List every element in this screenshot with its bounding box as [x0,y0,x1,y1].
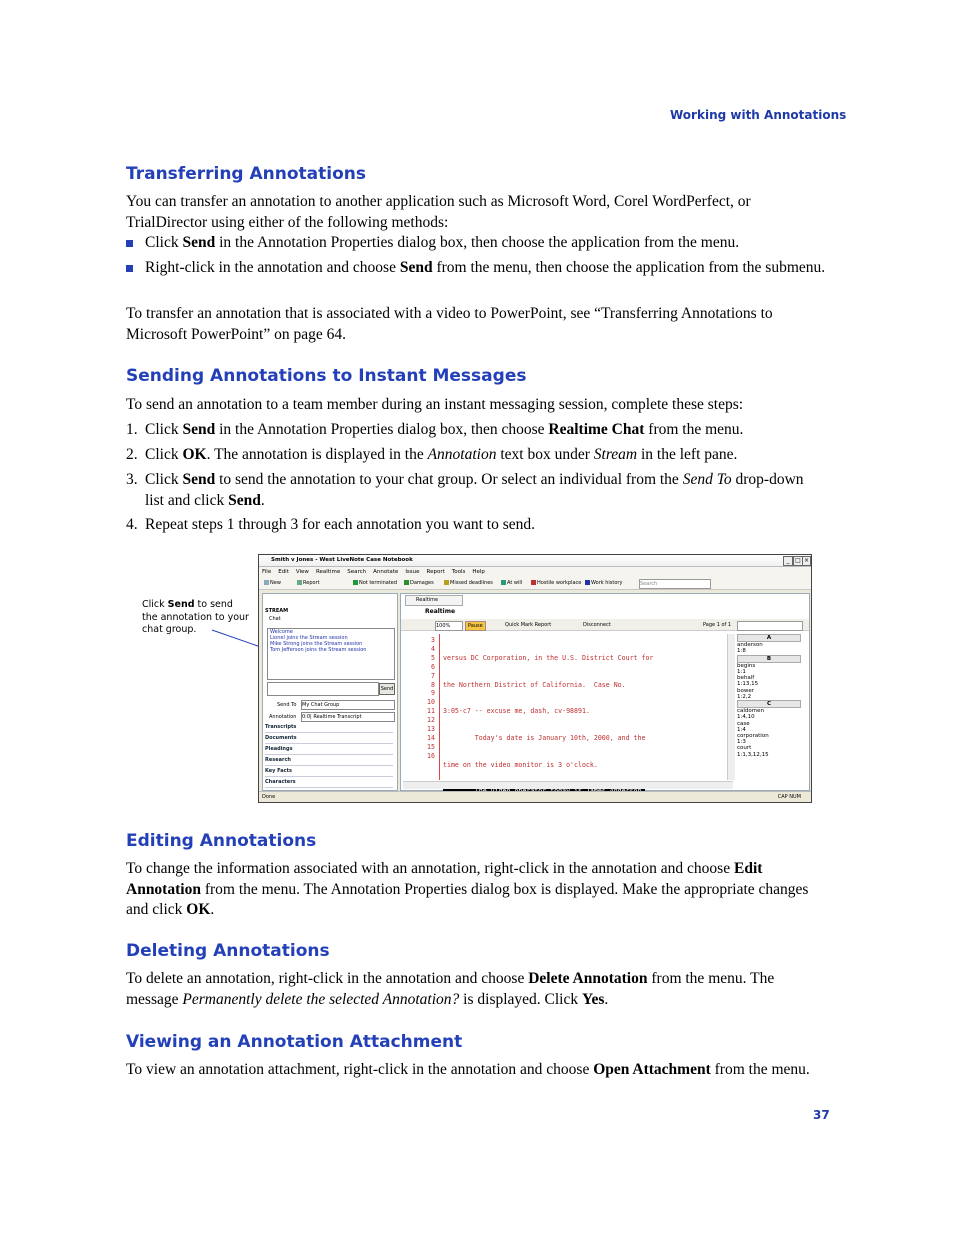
issue-hostile-workplace[interactable]: Hostile workplace [531,579,581,587]
send-to-select[interactable]: My Chat Group [301,700,395,710]
left-pane [262,593,398,791]
section-title-transferring: Transferring Annotations [126,164,367,184]
zoom-select[interactable]: 100% [435,621,463,631]
realtime-pane [400,593,810,791]
section-title-viewing: Viewing an Annotation Attachment [126,1032,463,1052]
status-text: Done [262,794,276,800]
status-bar [259,791,811,802]
page-indicator: Page 1 of 1 [703,622,732,628]
pane-item-documents[interactable]: Documents [265,734,393,744]
step-item: 2. Click OK. The annotation is displayed in the Annotation text box under Stream in the left pane. [126,446,738,463]
paragraph-transferring-note: To transfer an annotation that is associated with a video to PowerPoint, see “Transferring Annotations to Microsoft PowerPoint” on page 64. [126,305,773,343]
step-item: 4. Repeat steps 1 through 3 for each annotation you want to send. [126,516,535,533]
realtime-toolbar [401,619,809,631]
minimize-icon[interactable]: _ [783,556,793,566]
section-title-editing: Editing Annotations [126,831,317,851]
status-indicators: CAP NUM [777,794,801,800]
transcript-scrollbar[interactable] [727,634,735,780]
pane-item-key-facts[interactable]: Key Facts [265,767,393,777]
issue-damages[interactable]: Damages [404,579,434,587]
page-number: 37 [813,1108,830,1122]
paragraph-viewing: To view an annotation attachment, right-click in the annotation and choose Open Attachment from the menu. [126,1061,810,1078]
bullet-item: Right-click in the annotation and choose Send from the menu, then choose the application from the submenu. [126,258,826,279]
pane-item-pleadings[interactable]: Pleadings [265,745,393,755]
window-titlebar [259,555,811,567]
pane-item-research[interactable]: Research [265,756,393,766]
line-numbers: 3 4 5 6 7 8 9 10 11 12 13 14 15 16 [427,636,435,760]
chat-log: Welcome Lionel joins the Stream session Mike Strong joins the Stream session Tom Jefferson joins the Stream session [267,628,395,680]
send-button[interactable]: Send [379,683,395,695]
annotation-field[interactable]: 0:0| Realtime Transcript [301,712,395,722]
menu-annotate[interactable]: Annotate [373,569,399,575]
margin-rule [439,634,440,780]
panel-title: Realtime [425,608,456,615]
maximize-icon[interactable]: □ [793,556,803,566]
menu-bar [259,567,811,577]
stream-label: STREAM [265,608,289,614]
word-index[interactable]: A anderson 1:8 B begins 1:1 behalf 1:13,15 bower 1:2,2 C caldomen 1:4,10 case 1:4 corporation 1:3 court 1:1,3,12,15 [737,634,801,784]
index-filter-select[interactable] [737,621,803,631]
paragraph-transferring-intro: You can transfer an annotation to another application such as Microsoft Word, Corel WordPerfect, or TrialDirector using either of the following methods: [126,193,751,231]
step-item: 3. Click Send to send the annotation to your chat group. Or select an individual from the Send To drop-down list and click Send. [126,471,804,509]
issue-work-history[interactable]: Work history [585,579,622,587]
annotation-label: Annotation [269,714,297,720]
search-input[interactable]: Search [639,579,711,589]
window-title: Smith v Jones - West LiveNote Case Notebook [271,557,413,563]
pane-item-characters[interactable]: Characters [265,778,393,788]
quick-mark-report-button[interactable]: Quick Mark Report [505,622,552,628]
running-header: Working with Annotations [670,108,847,122]
bullet-item: Click Send in the Annotation Properties dialog box, then choose the application from the menu. [126,233,826,254]
menu-search[interactable]: Search [347,569,367,575]
menu-tools[interactable]: Tools [451,569,466,575]
figure-callout: Click Send to send the annotation to your chat group. [142,599,249,635]
toolbar [259,577,811,590]
chat-message-input[interactable] [267,682,379,696]
menu-file[interactable]: File [262,569,272,575]
send-to-label: Send To [277,702,297,708]
issue-missed-deadlines[interactable]: Missed deadlines [444,579,493,587]
paragraph-editing: To change the information associated with an annotation, right-click in the annotation and choose Edit Annotation from the menu. The Annotation Properties dialog box is displayed. Make the appropriate changes and click OK. [126,860,809,918]
menu-help[interactable]: Help [472,569,485,575]
menu-report[interactable]: Report [426,569,445,575]
menu-issue[interactable]: Issue [405,569,420,575]
chat-label[interactable]: Chat [269,616,281,622]
close-icon[interactable]: × [803,557,810,564]
issue-not-terminated[interactable]: Not terminated [353,579,397,587]
new-button[interactable]: New [264,579,281,587]
section-title-sending: Sending Annotations to Instant Messages [126,366,527,386]
section-title-deleting: Deleting Annotations [126,941,330,961]
paragraph-sending-intro: To send an annotation to a team member during an instant messaging session, complete these steps: [126,396,744,413]
menu-realtime[interactable]: Realtime [315,569,341,575]
paragraph-deleting: To delete an annotation, right-click in the annotation and choose Delete Annotation from the menu. The message Permanently delete the selected Annotation? is displayed. Click Yes. [126,970,775,1008]
pane-item-transcripts[interactable]: Transcripts [265,723,393,733]
disconnect-button[interactable]: Disconnect [583,622,611,628]
horizontal-scrollbar[interactable] [403,781,733,789]
report-button[interactable]: Report [297,579,320,587]
step-item: 1. Click Send in the Annotation Properties dialog box, then choose Realtime Chat from the menu. [126,421,744,438]
menu-view[interactable]: View [295,569,309,575]
tab-realtime[interactable]: Realtime [405,595,463,606]
transcript-text[interactable]: versus DC Corporation, in the U.S. District Court for the Northern District of California. Case No. 3:05-c7 -- excuse me, dash, cv-98891. Today's date is January 10th, 2000, and the time on the video monitor is 3 o'clock. [443,636,743,803]
pause-button[interactable]: Pause [465,621,486,631]
issue-at-will[interactable]: At will [501,579,522,587]
menu-edit[interactable]: Edit [278,569,289,575]
app-screenshot [258,554,812,803]
